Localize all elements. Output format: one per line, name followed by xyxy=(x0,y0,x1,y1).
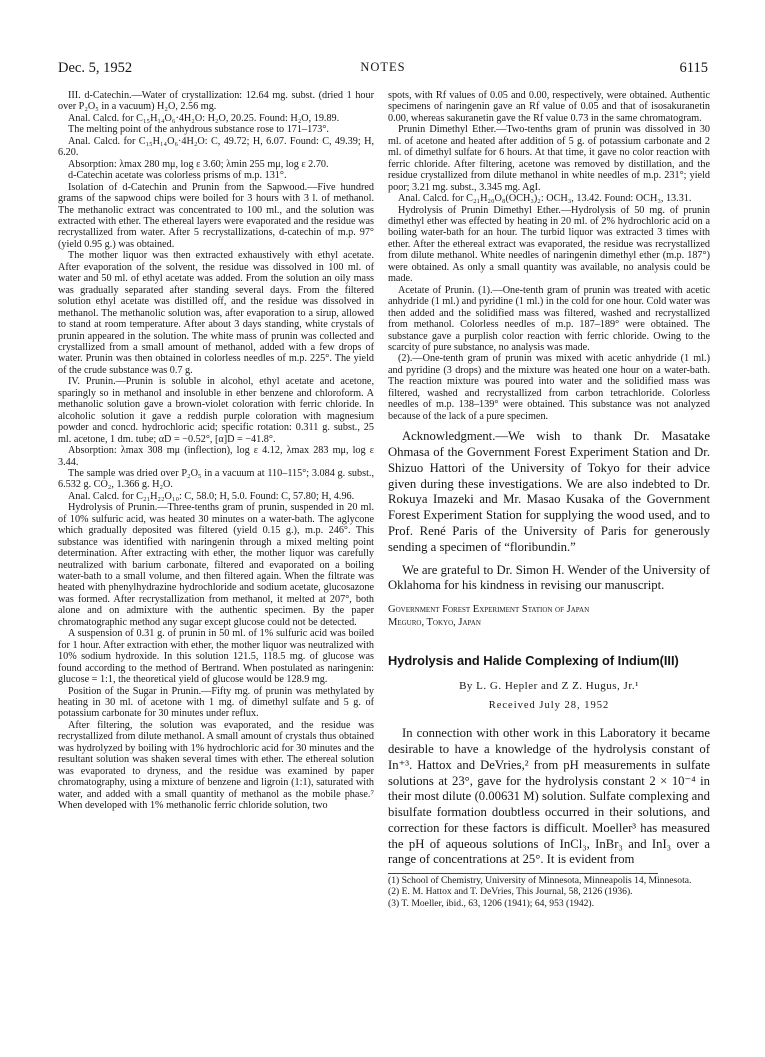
left-column xyxy=(58,90,374,812)
intro-paragraph: In connection with other work in this Laboratory it became desirable to have a knowledge of the hydrolysis constant of In⁺³. Hattox and DeVries,² from pH measurements in sulfate solutions at 23°, gave for the hydrolysis constant 2 × 10⁻⁴ in their most dilute (0.00631 M) solution. Sulfate complexing and bisulfate formation doubtless occurred in their solutions, and correction for these factors is difficult. Moeller³ has measured the pH of aqueous solutions of InCl₃, InBr₃ and InI₃ over a range of concentrations at 25°. It is evident from xyxy=(388,726,710,867)
footnotes xyxy=(388,875,710,909)
header-date: Dec. 5, 1952 xyxy=(58,60,133,76)
header-page-number: 6115 xyxy=(679,60,708,76)
paragraph: Anal. Calcd. for C₁₅H₁₄O₆·4H₂O: H₂O, 20.25. Found: H₂O, 19.89. xyxy=(68,112,340,124)
article-authors: By L. G. Hepler and Z Z. Hugus, Jr.¹ xyxy=(459,680,639,693)
affiliation-line: Government Forest Experiment Station of Japan xyxy=(388,604,590,616)
paragraph: Acetate of Prunin. (1).—One-tenth gram of prunin was treated with acetic anhydride (1 ml.) and pyridine (1 ml.) in the cold for one hour. Cold water was then added and the solidified mass was filtered, washed and recrystallized from methanol. Colorless needles of m.p. 187–189° were obtained. The substance gave a purplish color reaction with ferric chloride. Owing to the scarcity of pure substance, no analysis was made. xyxy=(388,284,710,353)
paragraph: Prunin Dimethyl Ether.—Two-tenths gram of prunin was dissolved in 30 ml. of acetone and heated after addition of 5 g. of potassium carbonate and 2 ml. of dimethyl sulfate for 6 hours. At that time, it gave no color reaction with ferric chloride. After filtering, acetone was removed by distillation, and the residue crystallized from dilute methanol in white needles of m.p. 231°; yield poor; 3.21 mg. subst., 3.345 mg. AgI. xyxy=(388,124,710,193)
footnote: (2) E. M. Hattox and T. DeVries, This Journal, 58, 2126 (1936). xyxy=(388,886,633,898)
header-section: NOTES xyxy=(360,60,406,74)
paragraph: Hydrolysis of Prunin.—Three-tenths gram of prunin, suspended in 20 ml. of 10% sulfuric acid, was heated 30 minutes on a water-bath. The aglycone which gradually deposited was filtered (yield 0.15 g.), m.p. 246°. This substance was identified with naringenin through a mixed melting point determination. After extracting with ether, the mother liquor was carefully neutralized with barium carbonate, filtered and evaporated on a boiling water-bath to a small volume, and then filtered again. When the filtrate was heated with phenylhydrazine hydrochloride and sodium acetate, glucosazone was formed. After recrystallization from methanol, it melted at 207°, both alone and on admixture with the authentic specimen. By the paper chromatographic method any sugar except glucose could not be detected. xyxy=(58,502,374,628)
paragraph: III. d-Catechin.—Water of crystallization: 12.64 mg. subst. (dried 1 hour over P₂O₅ in a vacuum) H₂O, 2.56 mg. xyxy=(58,90,374,113)
paragraph: A suspension of 0.31 g. of prunin in 50 ml. of 1% sulfuric acid was boiled for 1 hour. After extraction with ether, the mother liquor was neutralized with 10% sodium hydroxide. In this solution 121.5, 118.5 mg. of glucose was found according to the method of Bertrand. When postulated as naringenin: glucose = 1:1, the theoretical yield of glucose would be 128.9 mg. xyxy=(58,628,374,686)
acknowledgment-paragraph: Acknowledgment.—We wish to thank Dr. Masatake Ohmasa of the Government Forest Experiment Station and Dr. Shizuo Hattori of the University of Tokyo for their advice given during these investigations. We are also indebted to Dr. Rokuya Imazeki and Mr. Masao Kusaka of the Government Forest Experiment Station for supplying the wood used, and to Prof. René Paris of the University of Paris for generously sending a specimen of “floribundin.” xyxy=(388,429,710,554)
paragraph: IV. Prunin.—Prunin is soluble in alcohol, ethyl acetate and acetone, sparingly so in methanol and insoluble in ether benzene and chloroform. A methanolic solution gave a brown-violet coloration with ferric chloride. In alcoholic solution it gave a reddish purple coloration with magnesium powder and concd. hydrochloric acid; specific rotation: 0.311 g. subst., 25 ml. acetone, 1 dm. tube; αD = −0.52°, [α]D = −41.8°. xyxy=(58,376,374,445)
paragraph: (2).—One-tenth gram of prunin was mixed with acetic anhydride (1 ml.) and pyridine (3 drops) and the mixture was heated one hour on a water-bath. The reaction mixture was poured into water and the solidified mass was filtered, washed and recrystallized from carbon tetrachloride. Colorless needles of m.p. 138–139° were obtained. This substance was not analyzed because of the lack of a pure specimen. xyxy=(388,353,710,422)
paragraph: Anal. Calcd. for C₁₅H₁₄O₆·4H₂O: C, 49.72; H, 6.07. Found: C, 49.39; H, 6.20. xyxy=(58,135,374,159)
thanks-paragraph: We are grateful to Dr. Simon H. Wender of the University of Oklahoma for his kindness in revising our manuscript. xyxy=(388,562,710,593)
paragraph: Position of the Sugar in Prunin.—Fifty mg. of prunin was methylated by heating in 30 ml. of acetone with 1 mg. of dimethyl sulfate and 5 g. of potassium carbonate for 30 minutes under reflux. xyxy=(58,685,374,720)
paragraph: Anal. Calcd. for C₂₁H₂₀O₈(OCH₃)₂: OCH₃, 13.42. Found: OCH₃, 13.31. xyxy=(398,193,692,205)
affiliation xyxy=(388,603,710,629)
right-column xyxy=(388,90,710,909)
affiliation-line: Meguro, Tokyo, Japan xyxy=(388,617,481,629)
paragraph: Absorption: λmax 280 mμ, log ε 3.60; λmin 255 mμ, log ε 2.70. xyxy=(68,158,329,170)
paragraph: The sample was dried over P₂O₅ in a vacuum at 110–115°; 3.084 g. subst., 6.532 g. CO₂, 1.366 g. H₂O. xyxy=(58,467,374,491)
article-title: Hydrolysis and Halide Complexing of Indium(III) xyxy=(388,653,679,669)
footnote: (1) School of Chemistry, University of Minnesota, Minneapolis 14, Minnesota. xyxy=(388,875,692,887)
paragraph: Anal. Calcd. for C₂₁H₂₂O₁₀: C, 58.0; H, 5.0. Found: C, 57.80; H, 4.96. xyxy=(68,490,355,502)
paragraph: d-Catechin acetate was colorless prisms of m.p. 131°. xyxy=(68,170,287,182)
paragraph: Isolation of d-Catechin and Prunin from the Sapwood.—Five hundred grams of the sapwood chips were boiled for 3 hours with 3 l. of methanol. The methanolic extract was concentrated to 100 ml., and the solution was extracted with ether. The ethereal layers were evaporated and the residue was recrystallized from water. After 5 recrystallizations, d-catechin of m.p. 97° (yield 0.95 g.) was obtained. xyxy=(58,181,374,250)
paragraph: The mother liquor was then extracted exhaustively with ethyl acetate. After evaporation of the solvent, the residue was dissolved in 100 ml. of water and 50 ml. of ethyl acetate was added. From the solution an oily mass was gradually separated after standing several days. From the filtered solution ethyl acetate was distilled off, and the residue was dissolved in methanol. The methanolic solution was, after evaporation to a sirup, allowed to stand at room temperature. After about 3 days standing, white crystals of prunin appeared in the solution. The white mass of prunin was collected and crystallized from a small amount of methanol, added with a few drops of water. Prunin was then obtained in colorless needles of m.p. 225°. The yield of the crude substance was 0.7 g. xyxy=(58,250,374,376)
paragraph: spots, with Rf values of 0.05 and 0.00, respectively, were obtained. Authentic specimens of naringenin gave an Rf value of 0.05 and that of isosakuranetin 0.00, whereas sakuranetin gave the Rf value 0.73 in the same chromatogram. xyxy=(388,90,710,124)
footnote: (3) T. Moeller, ibid., 63, 1206 (1941); 64, 953 (1942). xyxy=(388,897,595,909)
paragraph: After filtering, the solution was evaporated, and the residue was recrystallized from dilute methanol. A small amount of crystals thus obtained was hydrolyzed by boiling with 1% hydrochloric acid for 30 minutes and the resultant solution was shaken several times with ether. The ethereal solution was evaporated to dryness, and the residue was examined by paper chromatography, using a mixture of benzene and ligroin (1:1), saturated with water, and added with a small quantity of methanol as the mobile phase.⁷ When developed with 1% methanolic ferric chloride solution, two xyxy=(58,719,374,812)
paragraph: The melting point of the anhydrous substance rose to 171–173°. xyxy=(68,124,329,136)
received-date: Received July 28, 1952 xyxy=(488,700,610,712)
paragraph: Absorption: λmax 308 mμ (inflection), log ε 4.12, λmax 283 mμ, log ε 3.44. xyxy=(58,445,374,468)
footnote-divider xyxy=(388,873,658,874)
paragraph: Hydrolysis of Prunin Dimethyl Ether.—Hydrolysis of 50 mg. of prunin dimethyl ether was effected by heating in 20 ml. of 2% hydrochloric acid on a boiling water-bath for an hour. The turbid liquor was extracted 3 times with ether. After the ethereal extract was evaporated, the residue was recrystallized from dilute methanol. White needles of naringenin dimethyl ether (m.p. 187°) were obtained. As only a small quantity was available, no analysis could be made. xyxy=(388,204,710,285)
running-header xyxy=(58,60,708,80)
